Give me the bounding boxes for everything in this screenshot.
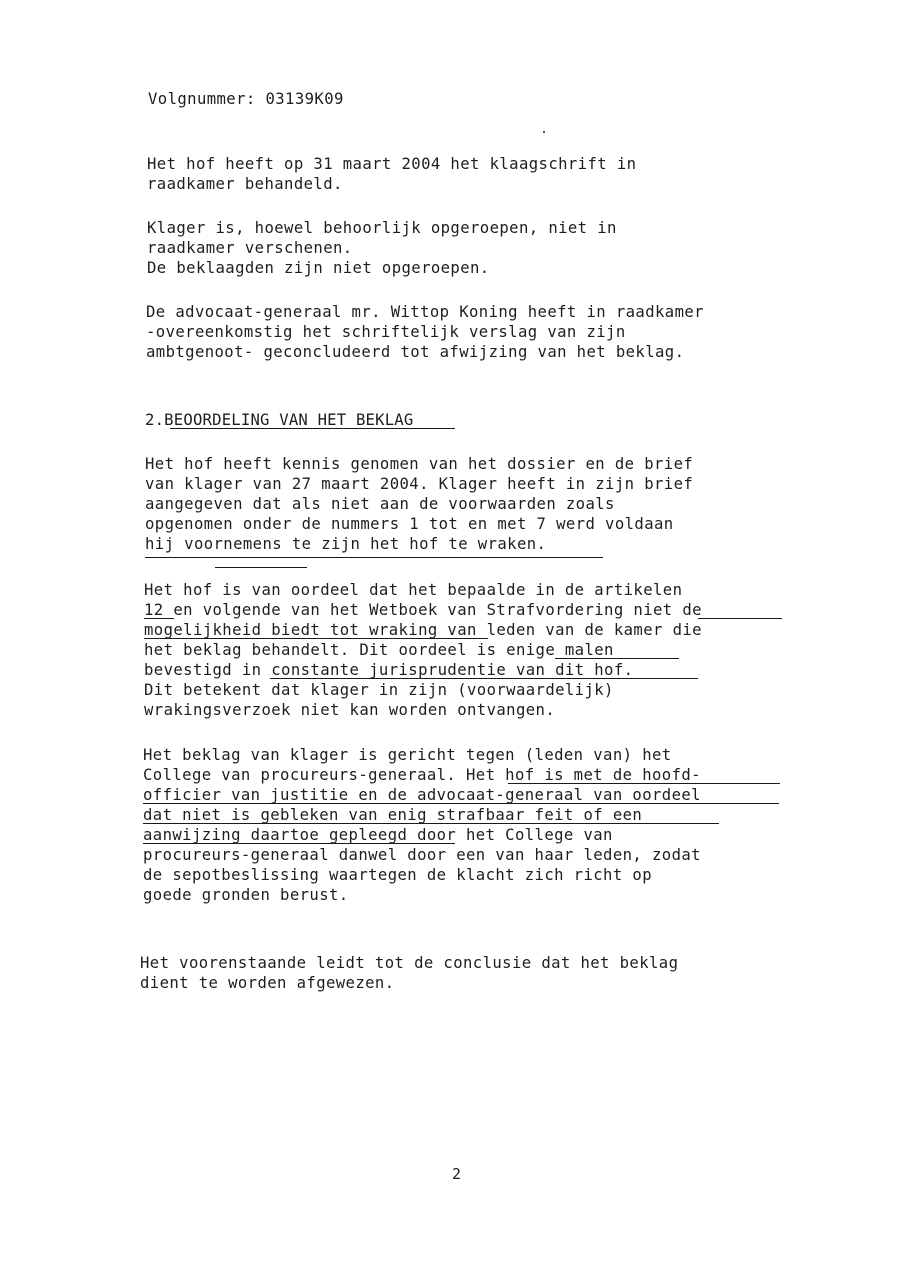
section-heading: 2.BEOORDELING VAN HET BEKLAG [145,411,414,429]
text-line: Het hof is van oordeel dat het bepaalde in de artikelen [144,581,683,599]
heading-underline [170,428,455,429]
hand-underline [145,557,603,558]
text-line: wrakingsverzoek niet kan worden ontvangen. [144,701,556,719]
text-line: De beklaagden zijn niet opgeroepen. [147,259,490,277]
text-line: Het voorenstaande leidt tot de conclusie dat het beklag [140,954,679,972]
hand-underline [215,567,307,568]
hand-underline [555,658,679,659]
hand-underline [144,618,174,619]
text-line: goede gronden berust. [143,886,349,904]
hand-underline [144,638,488,639]
hand-underline [270,678,698,679]
text-line: de sepotbeslissing waartegen de klacht zich richt op [143,866,652,884]
volgnummer: Volgnummer: 03139K09 [148,90,344,108]
text-line: College van procureurs-generaal. Het hof is met de hoofd- [143,766,701,784]
text-line: aangegeven dat als niet aan de voorwaarden zoals [145,495,615,513]
text-line: Het hof heeft kennis genomen van het dossier en de brief [145,455,694,473]
text-line: dient te worden afgewezen. [140,974,395,992]
text-line: procureurs-generaal danwel door een van haar leden, zodat [143,846,701,864]
text-line: Het beklag van klager is gericht tegen (leden van) het [143,746,672,764]
hand-underline [143,823,719,824]
page-number: 2 [452,1165,462,1183]
scan-speck [543,131,545,133]
text-line: opgenomen onder de nummers 1 tot en met 7 werd voldaan [145,515,674,533]
hand-underline [143,803,779,804]
text-line: De advocaat-generaal mr. Wittop Koning heeft in raadkamer [146,303,704,321]
text-line: -overeenkomstig het schriftelijk verslag van zijn [146,323,626,341]
text-line: Het hof heeft op 31 maart 2004 het klaagschrift in [147,155,637,173]
text-line: dat niet is gebleken van enig strafbaar feit of een [143,806,643,824]
text-line: raadkamer behandeld. [147,175,343,193]
text-line: 12 en volgende van het Wetboek van Strafvordering niet de [144,601,702,619]
text-line: hij voornemens te zijn het hof te wraken. [145,535,547,553]
text-line: raadkamer verschenen. [147,239,353,257]
text-line: Dit betekent dat klager in zijn (voorwaardelijk) [144,681,614,699]
hand-underline [698,618,782,619]
text-line: Klager is, hoewel behoorlijk opgeroepen, niet in [147,219,617,237]
text-line: aanwijzing daartoe gepleegd door het College van [143,826,613,844]
text-line: officier van justitie en de advocaat-generaal van oordeel [143,786,701,804]
text-line: bevestigd in constante jurisprudentie van dit hof. [144,661,634,679]
text-line: ambtgenoot- geconcludeerd tot afwijzing van het beklag. [146,343,685,361]
text-line: mogelijkheid biedt tot wraking van leden van de kamer die [144,621,702,639]
text-line: van klager van 27 maart 2004. Klager heeft in zijn brief [145,475,694,493]
text-line: het beklag behandelt. Dit oordeel is enige malen [144,641,614,659]
hand-underline [143,843,455,844]
hand-underline [508,783,780,784]
